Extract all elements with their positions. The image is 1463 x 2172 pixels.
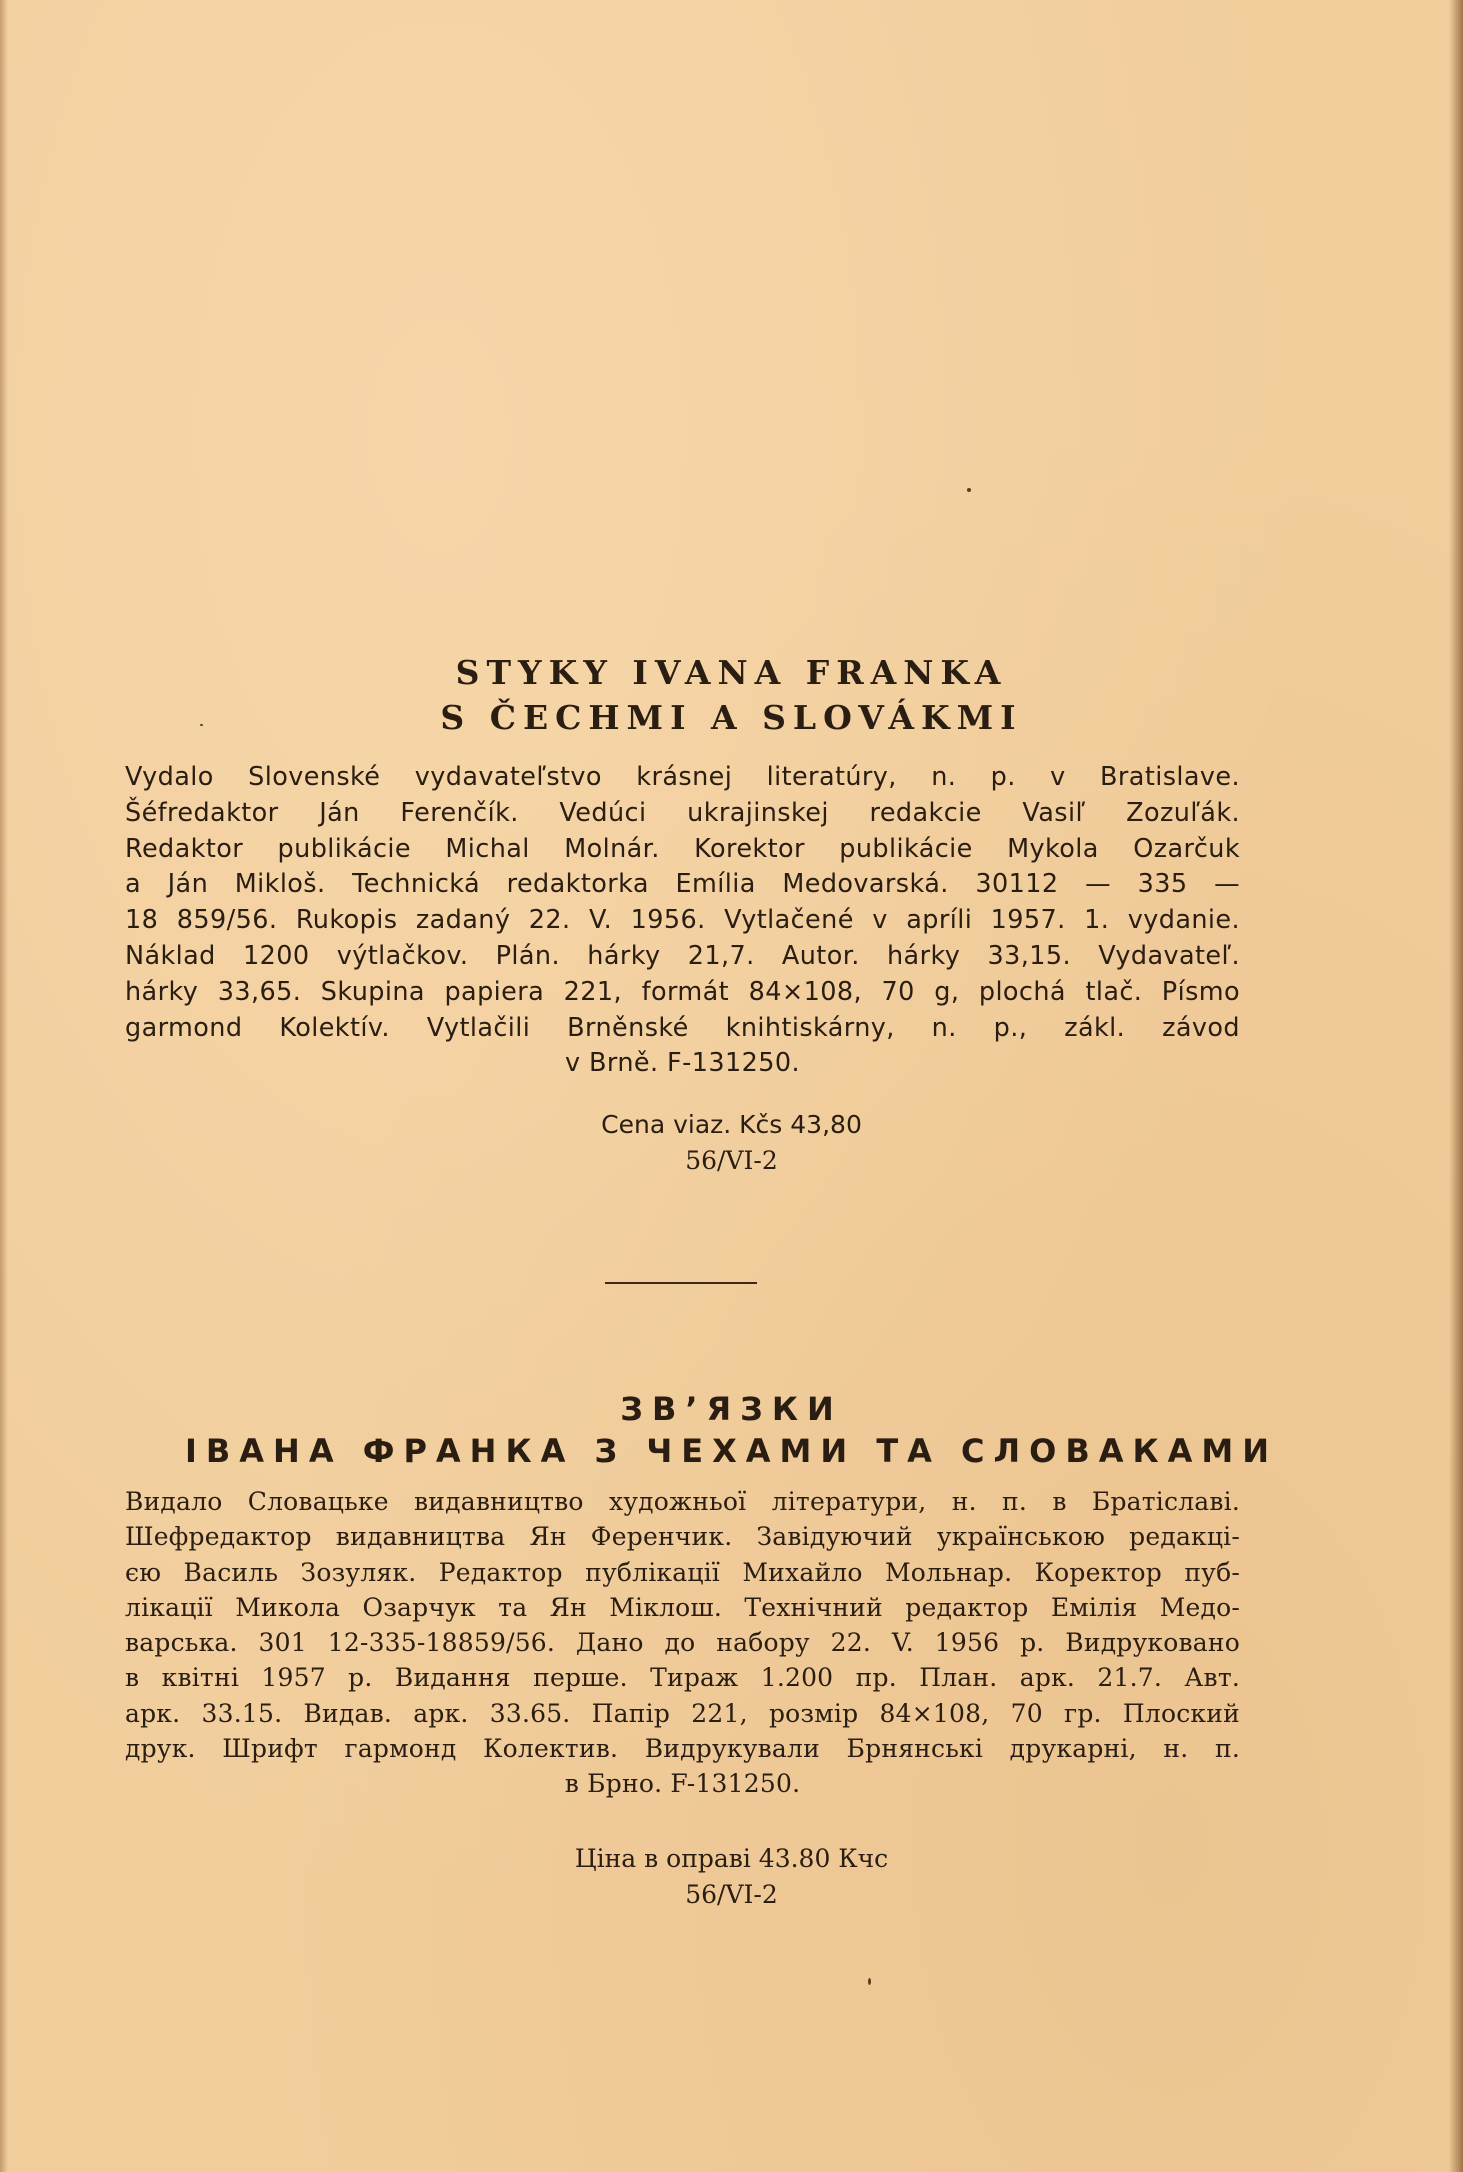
ukrainian-imprint-line: варська. 301 12-335-18859/56. Дано до набору 22. V. 1956 р. Видруковано: [125, 1628, 1240, 1658]
ukrainian-imprint-line: друк. Шрифт гармонд Колектив. Видрукували Брнянські друкарні, н. п.: [125, 1734, 1240, 1764]
slovak-title-line-2: S ČECHMI A SLOVÁKMI: [440, 698, 1023, 737]
ukrainian-imprint-line: в Брно. F-131250.: [564, 1769, 801, 1799]
ukrainian-imprint-line: Шефредактор видавництва Ян Ференчик. Завідуючий українською редакці-: [125, 1522, 1240, 1552]
slovak-price-block: [0, 1107, 1463, 1179]
section-divider: [605, 1282, 757, 1284]
ukrainian-title: [0, 1388, 1463, 1472]
ukrainian-imprint-line: арк. 33.15. Видав. арк. 33.65. Папір 221, розмір 84×108, 70 гр. Плоский: [125, 1698, 1240, 1728]
slovak-title-line-1: STYKY IVANA FRANKA: [455, 653, 1008, 692]
ukrainian-imprint-line: єю Василь Зозуляк. Редактор публікації Михайло Мольнар. Коректор пуб-: [125, 1557, 1240, 1587]
slovak-price: Cena viaz. Kčs 43,80: [601, 1110, 862, 1139]
ukrainian-price-block: [0, 1841, 1463, 1913]
ukrainian-imprint: [125, 1484, 1240, 1802]
slovak-imprint-line: garmond Kolektív. Vytlačili Brněnské knihtiskárny, n. p., zákl. závod: [125, 1012, 1240, 1043]
slovak-imprint-line: Šéfredaktor Ján Ferenčík. Vedúci ukrajinskej redakcie Vasiľ Zozuľák.: [125, 797, 1240, 828]
paper-speck: [967, 488, 971, 492]
ukrainian-price: Ціна в оправі 43.80 Кчс: [574, 1844, 889, 1873]
slovak-imprint-line: Redaktor publikácie Michal Molnár. Korektor publikácie Mykola Ozarčuk: [125, 833, 1240, 864]
slovak-imprint-line: a Ján Mikloš. Technická redaktorka Emília Medovarská. 30112 — 335 —: [125, 869, 1240, 900]
ukrainian-title-line-1: ЗВ’ЯЗКИ: [620, 1390, 843, 1428]
slovak-imprint: [125, 760, 1240, 1082]
ukrainian-title-line-2: ІВАНА ФРАНКА З ЧЕХАМИ ТА СЛОВАКАМИ: [184, 1432, 1279, 1470]
slovak-imprint-line: hárky 33,65. Skupina papiera 221, formát 84×108, 70 g, plochá tlač. Písmo: [125, 976, 1240, 1007]
slovak-imprint-line: Vydalo Slovenské vydavateľstvo krásnej literatúry, n. p. v Bratislave.: [125, 762, 1240, 792]
slovak-imprint-line: Náklad 1200 výtlačkov. Plán. hárky 21,7. Autor. hárky 33,15. Vydavateľ.: [125, 940, 1240, 971]
paper-speck: [868, 1978, 871, 1985]
ukrainian-imprint-line: в квітні 1957 р. Видання перше. Тираж 1.200 пр. План. арк. 21.7. Авт.: [125, 1663, 1240, 1693]
slovak-title: [0, 650, 1463, 740]
paper-speck: [200, 724, 203, 726]
slovak-code: 56/VI-2: [685, 1146, 778, 1175]
ukrainian-imprint-line: Видало Словацьке видавництво художньої літератури, н. п. в Братіславі.: [125, 1487, 1240, 1516]
slovak-imprint-line: 18 859/56. Rukopis zadaný 22. V. 1956. Vytlačené v apríli 1957. 1. vydanie.: [125, 905, 1240, 936]
slovak-imprint-line: v Brně. F-131250.: [565, 1048, 800, 1079]
ukrainian-imprint-line: лікації Микола Озарчук та Ян Міклош. Технічний редактор Емілія Медо-: [125, 1592, 1240, 1622]
ukrainian-code: 56/VI-2: [685, 1880, 778, 1909]
